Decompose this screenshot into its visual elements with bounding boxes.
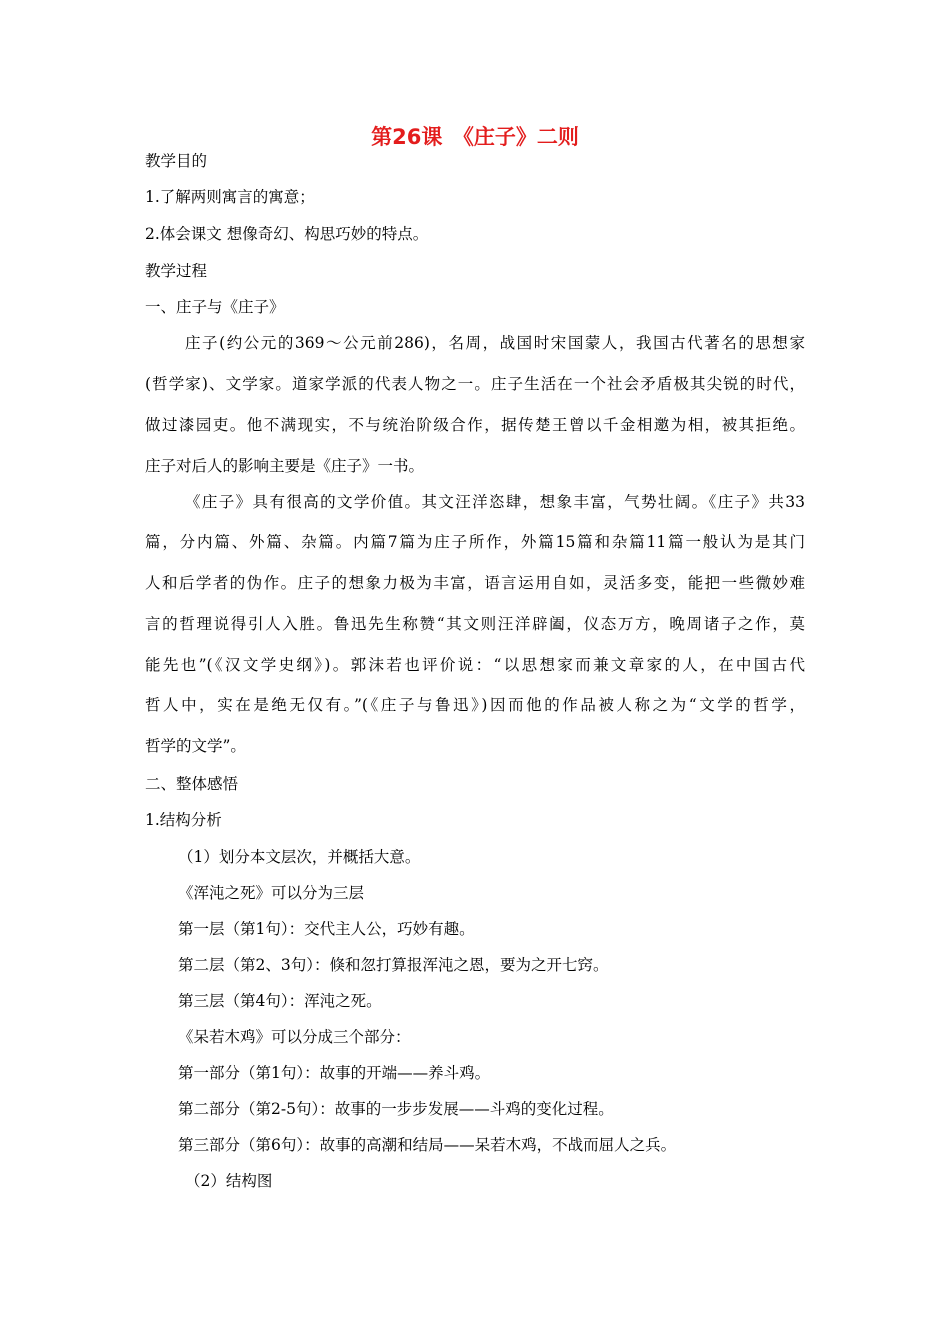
lesson-title: 第26课 《庄子》二则 [371, 125, 579, 149]
paragraph-line: 人和后学者的伪作。庄子的想象力极为丰富，语言运用自如，灵活多变，能把一些微妙难 [145, 574, 805, 592]
goal-item-1: 1.了解两则寓言的寓意； [145, 188, 315, 206]
heading-overall-perception: 二、整体感悟 [145, 775, 239, 793]
paragraph-line: 哲人中，实在是绝无仅有。”(《庄子与鲁迅》)因而他的作品被人称之为“文学的哲学， [145, 696, 805, 714]
hundun-layer-3: 第三层（第4句）：浑沌之死。 [178, 992, 382, 1010]
paragraph-line: 做过漆园吏。他不满现实，不与统治阶级合作，据传楚王曾以千金相邀为相，被其拒绝。 [145, 416, 805, 434]
item-divide-layers: （1）划分本文层次，并概括大意。 [178, 848, 421, 866]
hundun-intro: 《浑沌之死》可以分为三层 [178, 884, 365, 902]
paragraph-line: 能先也”(《汉文学史纲》)。郭沫若也评价说：“以思想家而兼文章家的人，在中国古代 [145, 656, 805, 674]
paragraph-line: 庄子(约公元的369～公元前286)，名周，战国时宋国蒙人，我国古代著名的思想家 [185, 334, 805, 352]
section-teaching-process: 教学过程 [145, 262, 208, 280]
paragraph-line: (哲学家)、文学家。道家学派的代表人物之一。庄子生活在一个社会矛盾极其尖锐的时代， [145, 375, 805, 393]
daiji-part-2: 第二部分（第2-5句）：故事的一步步发展——斗鸡的变化过程。 [178, 1100, 614, 1118]
subheading-structure-analysis: 1.结构分析 [145, 811, 222, 829]
section-teaching-goals: 教学目的 [145, 152, 208, 170]
heading-zhuangzi: 一、庄子与《庄子》 [145, 298, 285, 316]
paragraph-line: 言的哲理说得引人入胜。鲁迅先生称赞“其文则汪洋辟阖，仪态万方，晚周诸子之作，莫 [145, 615, 805, 633]
paragraph-line: 庄子对后人的影响主要是《庄子》一书。 [145, 457, 425, 475]
paragraph-line: 哲学的文学”。 [145, 737, 246, 755]
daiji-intro: 《呆若木鸡》可以分成三个部分： [178, 1028, 411, 1046]
item-structure-diagram: （2）结构图 [185, 1172, 273, 1190]
goal-item-2: 2.体会课文 想像奇幻、构思巧妙的特点。 [145, 225, 429, 243]
hundun-layer-2: 第二层（第2、3句）：倏和忽打算报浑沌之恩，要为之开七窍。 [178, 956, 609, 974]
paragraph-line: 《庄子》具有很高的文学价值。其文汪洋恣肆，想象丰富，气势壮阔。《庄子》共33 [185, 493, 805, 511]
paragraph-line: 篇，分内篇、外篇、杂篇。内篇7篇为庄子所作，外篇15篇和杂篇11篇一般认为是其门 [145, 533, 805, 551]
daiji-part-1: 第一部分（第1句）：故事的开端——养斗鸡。 [178, 1064, 491, 1082]
hundun-layer-1: 第一层（第1句）：交代主人公，巧妙有趣。 [178, 920, 475, 938]
daiji-part-3: 第三部分（第6句）：故事的高潮和结局——呆若木鸡，不战而屈人之兵。 [178, 1136, 677, 1154]
